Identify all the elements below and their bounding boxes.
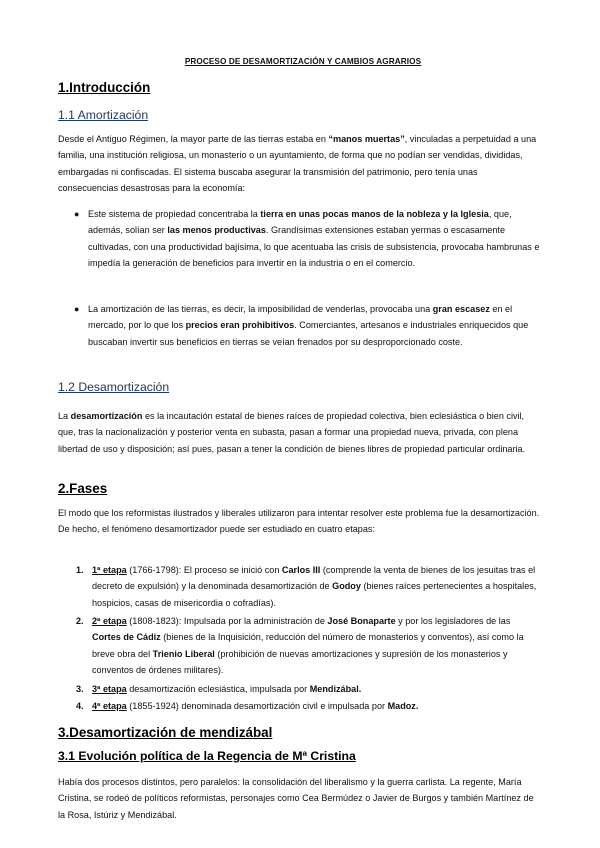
- bullet-icon: ●: [74, 304, 80, 314]
- fase-item-1: 1. 1ª etapa (1766-1798): El proceso se inició con Carlos III (comprende la venta de bienes de los jesuitas tras el decreto de expulsión) y la denominada desamortización de Godoy (bienes raíces pertenecientes a hospitales, hospicios, casas de misericordia o cofradías).: [76, 565, 537, 608]
- section-1-2-heading: 1.2 Desamortización: [58, 380, 170, 394]
- regencia-paragraph: Había dos procesos distintos, pero paralelos: la consolidación del liberalismo y la guerra carlista. La regente, María Cristina, se rodeó de políticos reformistas, personajes como Cea Bermúdez o Javier de Burgos y también Martínez de la Rosa, Istúriz y Mendizábal.: [58, 777, 534, 820]
- section-1-heading: 1.Introducción: [58, 80, 151, 95]
- section-3-heading: 3.Desamortización de mendizábal: [58, 725, 273, 740]
- document-title: PROCESO DE DESAMORTIZACIÓN Y CAMBIOS AGRARIOS: [184, 57, 422, 66]
- fase-item-3: 3. 3ª etapa desamortización eclesiástica, impulsada por Mendizábal.: [76, 684, 362, 694]
- bullet-icon: ●: [74, 209, 80, 219]
- fase-item-4: 4. 4ª etapa (1855-1924) denominada desamortización civil e impulsada por Madoz.: [76, 701, 419, 711]
- bullet-item-2: ● La amortización de las tierras, es decir, la imposibilidad de venderlas, provocaba una gran escasez en el mercado, por lo que los precios eran prohibitivos. Comerciantes, artesanos e industriales enriquecidos que buscaban invertir sus beneficios en tierras se veían frenados por su desproporcionado coste.: [88, 301, 540, 350]
- section-1-1-heading: 1.1 Amortización: [58, 108, 149, 122]
- amortizacion-paragraph: Desde el Antiguo Régimen, la mayor parte de las tierras estaba en “manos muertas”, vinculadas a perpetuidad a una familia, una institución religiosa, un monasterio o un ayuntamiento, de forma que no podían ser vendidas, divididas, embargadas ni confiscadas. El sistema buscaba asegurar la transmisión del patrimonio, pero tenía unas consecuencias desastrosas para la economía:: [58, 134, 537, 194]
- desamortizacion-paragraph: La desamortización es la incautación estatal de bienes raíces de propiedad colectiva, bien eclesiástica o bien civil, que, tras la nacionalización y posterior venta en subasta, pasan a formar una propiedad nueva, privada, con plena libertad de uso y disposición; así pues, pasan a tener la condición de bienes libres de propiedad particular ordinaria.: [58, 411, 526, 454]
- bullet-item-1: ● Este sistema de propiedad concentraba la tierra en unas pocas manos de la nobleza y la Iglesia, que, además, solían ser las menos productivas. Grandísimas extensiones estaban yermas o escasamente cultivadas, con una productividad bajísima, lo que acentuaba las crisis de subsistencia, provocaba hambrunas e impedía la generación de beneficios para invertir en la industria o en el comercio.: [88, 206, 540, 271]
- section-3-1-heading: 3.1 Evolución política de la Regencia de Mª Cristina: [58, 749, 356, 763]
- fase-item-2: 2. 2ª etapa (1808-1823): Impulsada por la administración de José Bonaparte y por los legisladores de las Cortes de Cádiz (bienes de la Inquisición, reducción del número de monasterios y conventos), así como la breve obra del Trienio Liberal (prohibición de nuevas amortizaciones y supresión de los monasterios y conventos de órdenes militares).: [76, 616, 524, 675]
- section-2-heading: 2.Fases: [58, 481, 108, 496]
- fases-intro-paragraph: El modo que los reformistas ilustrados y liberales utilizaron para intentar resolver este problema fue la desamortización. De hecho, el fenómeno desamortizador puede ser estudiado en cuatro etapas:: [58, 508, 540, 535]
